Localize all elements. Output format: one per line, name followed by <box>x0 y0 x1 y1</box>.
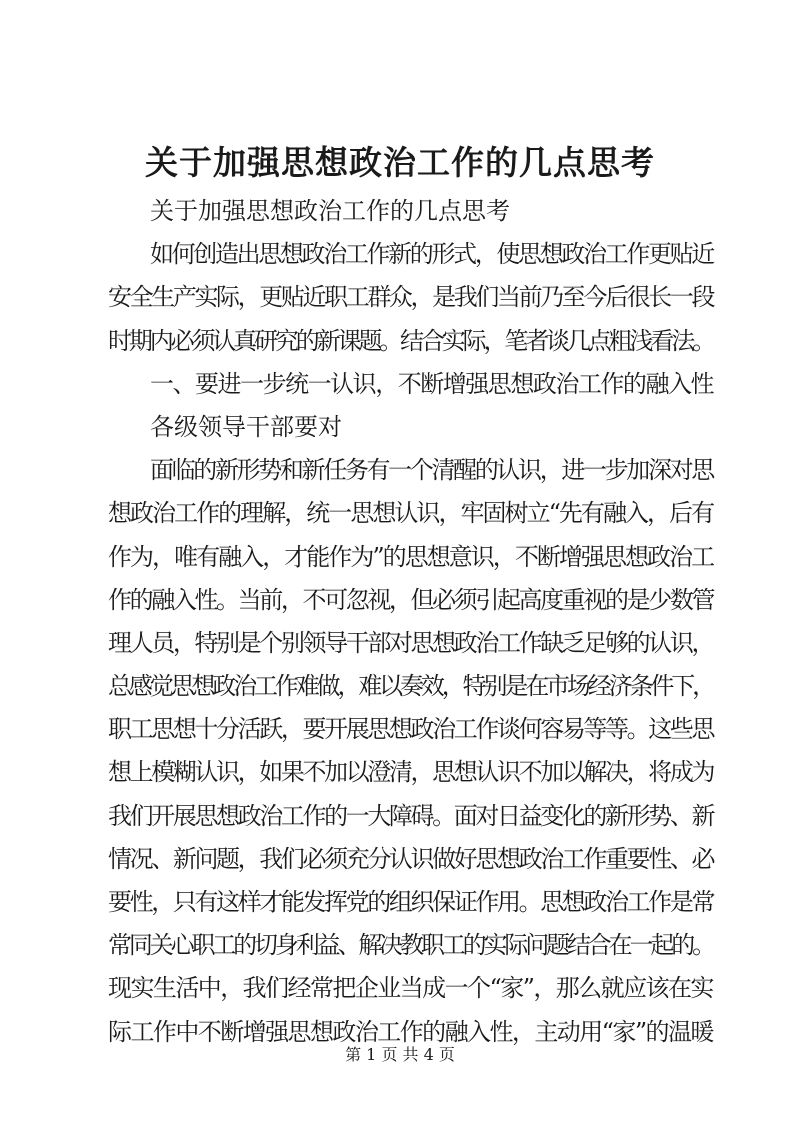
paragraph-line: 现实生活中，我们经常把企业当成一个“家”，那么就应该在实 <box>108 974 713 1003</box>
paragraph-line: 职工思想十分活跃，要开展思想政治工作谈何容易等等。这些思 <box>108 715 714 744</box>
paragraph-line: 际工作中不断增强思想政治工作的融入性，主动用“家”的温暖 <box>108 1017 713 1046</box>
section-heading: 一、要进一步统一认识，不断增强思想政治工作的融入性 <box>150 369 713 398</box>
paragraph-line: 我们开展思想政治工作的一大障碍。面对日益变化的新形势、新 <box>108 801 714 830</box>
paragraph-line: 关于加强思想政治工作的几点思考 <box>150 197 510 225</box>
paragraph-line: 理人员，特别是个别领导干部对思想政治工作缺乏足够的认识， <box>108 628 714 657</box>
paragraph-line: 时期内必须认真研究的新课题。结合实际，笔者谈几点粗浅看法。 <box>108 326 713 355</box>
page-footer: 第 1 页 共 4 页 <box>345 1045 455 1064</box>
paragraph-line: 想政治工作的理解，统一思想认识，牢固树立“先有融入，后有 <box>108 499 714 528</box>
paragraph-line: 作为，唯有融入，才能作为”的思想意识，不断增强思想政治工 <box>108 542 714 571</box>
paragraph-line: 作的融入性。当前，不可忽视，但必须引起高度重视的是少数管 <box>108 585 714 614</box>
paragraph-line: 面临的新形势和新任务有一个清醒的认识，进一步加深对思 <box>150 456 713 485</box>
paragraph-line: 想上模糊认识，如果不加以澄清，思想认识不加以解决，将成为 <box>108 758 714 787</box>
paragraph-line: 各级领导干部要对 <box>150 412 342 441</box>
body-text <box>108 190 713 1054</box>
paragraph-line: 总感觉思想政治工作难做，难以奏效，特别是在市场经济条件下， <box>108 672 713 701</box>
page-title: 关于加强思想政治工作的几点思考 <box>145 143 655 182</box>
paragraph-line: 常同关心职工的切身利益、解决教职工的实际问题结合在一起的。 <box>108 931 713 960</box>
paragraph-line: 情况、新问题，我们必须充分认识做好思想政治工作重要性、必 <box>108 844 714 873</box>
paragraph-line: 安全生产实际，更贴近职工群众，是我们当前乃至今后很长一段 <box>108 283 714 312</box>
paragraph-line: 如何创造出思想政治工作新的形式，使思想政治工作更贴近 <box>150 240 713 269</box>
paragraph-line: 要性，只有这样才能发挥党的组织保证作用。思想政治工作是常 <box>108 888 714 916</box>
